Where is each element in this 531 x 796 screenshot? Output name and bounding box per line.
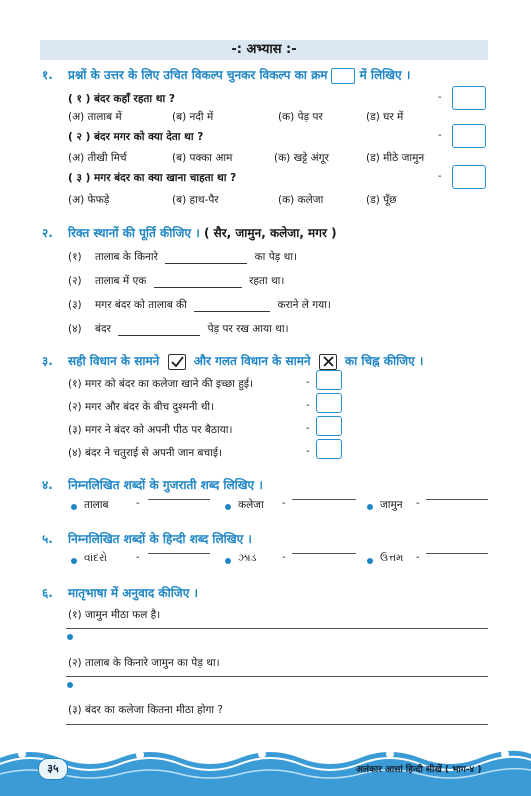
fill-blank[interactable] (118, 335, 200, 336)
bullet (71, 504, 77, 510)
q6-sentence-1: (१) जामुन मीठा फल है। (68, 609, 161, 621)
q3-number: ३. (42, 354, 53, 368)
bullet (367, 504, 373, 510)
q1-option: (ड) मीठे जामुन (366, 152, 425, 164)
q1-answer-box-3[interactable] (452, 165, 486, 189)
page-number: ३५ (38, 758, 68, 780)
dash: - (136, 552, 140, 563)
q1-heading-text: प्रश्नों के उत्तर के लिए उचित विकल्प चुनकर विकल्प का क्रम (68, 68, 328, 82)
q1-option: (अ) फेफड़े (68, 194, 110, 206)
q1-option: (क) खट्टे अंगूर (274, 152, 329, 164)
bullet (225, 504, 231, 510)
q2-heading-text: रिक्त स्थानों की पूर्ति कीजिए । (68, 226, 200, 240)
q6-number: ६. (42, 586, 53, 600)
q1-answer-box-sample (331, 68, 355, 84)
answer-line[interactable] (292, 499, 356, 500)
q1-question-2: ( २ ) बंदर मगर को क्या देता था ? (68, 131, 204, 143)
item-text: पेड़ पर रख आया था। (207, 323, 289, 335)
bullet (71, 558, 77, 564)
q2-item-4 (68, 322, 289, 336)
q3-tick-box-2[interactable] (316, 393, 342, 413)
q5-word: ઉત્તમ (380, 552, 404, 564)
dash: - (306, 446, 310, 457)
checkmark-icon (168, 354, 186, 370)
q5-heading-text: निम्नलिखित शब्दों के हिन्दी शब्द लिखिए । (68, 532, 252, 546)
q1-option: (ब) हाथ-पैर (172, 194, 219, 206)
item-text: बंदर (95, 323, 111, 335)
answer-line[interactable] (426, 499, 488, 500)
item-number: (१) (68, 251, 82, 263)
q1-option: (ड) घर में (366, 111, 404, 123)
bullet (367, 558, 373, 564)
q6-heading-text: मातृभाषा में अनुवाद कीजिए । (68, 586, 199, 600)
q1-option: (ड) पूँछ (366, 194, 397, 206)
dash: - (438, 171, 442, 182)
dash: - (306, 377, 310, 388)
q3-heading-text: सही विधान के सामने (68, 354, 160, 368)
dash: - (438, 130, 442, 141)
exercise-banner: -: अभ्यास :- (40, 40, 488, 60)
cross-icon (319, 354, 337, 370)
q6-sentence-2: (२) तालाब के किनारे जामुन का पेड़ था। (68, 657, 220, 669)
q1-option: (क) पेड़ पर (278, 111, 323, 123)
item-number: (२) (68, 275, 82, 287)
q2-number: २. (42, 226, 53, 240)
fill-blank[interactable] (194, 311, 270, 312)
item-text: कराने ले गया। (277, 299, 331, 311)
q1-answer-box-1[interactable] (452, 86, 486, 110)
answer-line[interactable] (292, 553, 356, 554)
item-text: का पेड़ था। (254, 251, 298, 263)
q2-word-bank: ( सैर, जामुन, कलेजा, मगर ) (203, 226, 337, 240)
answer-line[interactable] (66, 724, 488, 725)
item-text: रहता था। (249, 275, 285, 287)
q4-number: ४. (42, 478, 53, 492)
dash: - (416, 498, 420, 509)
dash: - (306, 423, 310, 434)
item-text: तालाब के किनारे (95, 251, 158, 263)
q1-question-3: ( ३ ) मगर बंदर का क्या खाना चाहता था ? (68, 172, 237, 184)
dash: - (416, 552, 420, 563)
q6-sentence-3: (३) बंदर का कलेजा कितना मीठा होगा ? (68, 704, 223, 716)
answer-line[interactable] (66, 628, 488, 629)
dash: - (282, 498, 286, 509)
item-text: मगर बंदर को तालाब की (95, 299, 187, 311)
answer-line[interactable] (426, 553, 488, 554)
q5-number: ५. (42, 532, 53, 546)
dash: - (136, 498, 140, 509)
q2-item-3 (68, 298, 331, 312)
dash: - (438, 92, 442, 103)
answer-line[interactable] (148, 553, 210, 554)
q2-item-2 (68, 274, 284, 288)
item-text: तालाब में एक (95, 275, 147, 287)
dash: - (306, 400, 310, 411)
q3-tick-box-4[interactable] (316, 439, 342, 459)
q1-heading-text-end: में लिखिए । (359, 68, 411, 82)
q1-option: (ब) नदी में (172, 111, 214, 123)
q3-tick-box-1[interactable] (316, 370, 342, 390)
q1-question-1: ( १ ) बंदर कहाँ रहता था ? (68, 93, 175, 105)
q4-word: तालाब (84, 499, 109, 511)
q1-option: (क) कलेजा (278, 194, 324, 206)
answer-line[interactable] (66, 676, 488, 677)
q3-statement-3: (३) मगर ने बंदर को अपनी पीठ पर बैठाया। (68, 424, 233, 436)
q3-heading-text: का चिह्न कीजिए । (344, 354, 424, 368)
fill-blank[interactable] (154, 287, 242, 288)
item-number: (३) (68, 299, 82, 311)
q1-number: १. (42, 68, 53, 82)
q4-word: कलेजा (238, 499, 264, 511)
q5-word: વાંદરો (84, 552, 108, 564)
q4-word: जामुन (380, 499, 403, 511)
q3-statement-4: (४) बंदर ने चतुराई से अपनी जान बचाई। (68, 447, 223, 459)
q1-answer-box-2[interactable] (452, 124, 486, 148)
q5-word: ઝાડ (238, 552, 257, 564)
item-number: (४) (68, 323, 82, 335)
bullet (67, 682, 73, 688)
answer-line[interactable] (148, 499, 210, 500)
bullet (225, 558, 231, 564)
dash: - (282, 552, 286, 563)
book-series-title: अलंकार आसां हिन्दी सीखें ( भाग-४ ) (356, 765, 482, 775)
q3-statement-1: (१) मगर को बंदर का कलेजा खाने की इच्छा हुई। (68, 378, 254, 390)
fill-blank[interactable] (165, 263, 247, 264)
q4-heading-text: निम्नलिखित शब्दों के गुजराती शब्द लिखिए । (68, 478, 263, 492)
q3-tick-box-3[interactable] (316, 416, 342, 436)
bullet (67, 634, 73, 640)
q3-statement-2: (२) मगर और बंदर के बीच दुश्मनी थी। (68, 401, 215, 413)
q2-item-1 (68, 250, 297, 264)
q3-heading-text: और गलत विधान के सामने (193, 354, 311, 368)
q1-option: (अ) तालाब में (68, 111, 122, 123)
q1-option: (ब) पक्का आम (172, 152, 233, 164)
q1-option: (अ) तीखी मिर्च (68, 152, 127, 164)
